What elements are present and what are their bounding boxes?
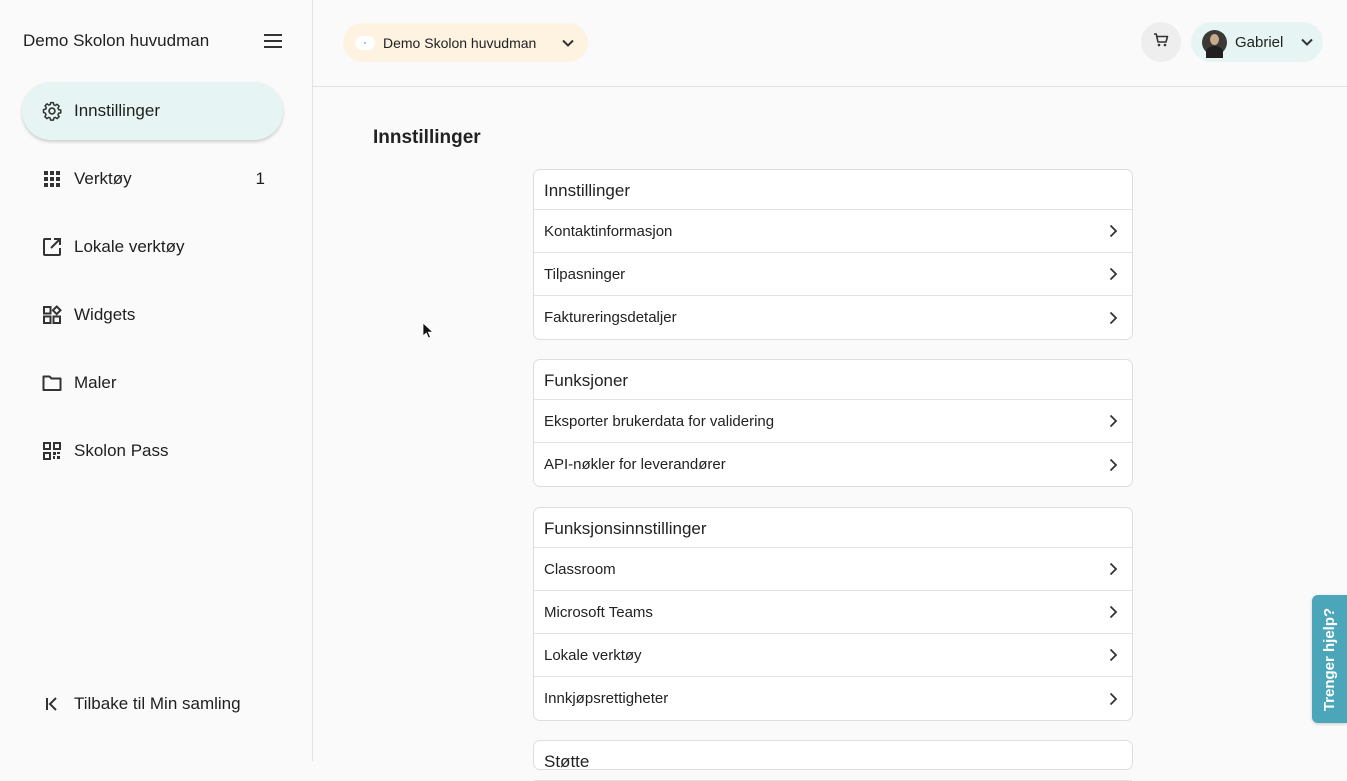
page-title: Innstillinger [373,127,481,148]
list-item[interactable] [534,677,1132,720]
sidebar-nav [22,82,283,490]
chevron-right-icon [1106,605,1120,619]
org-switcher-dropdown[interactable] [343,23,588,62]
avatar [1202,30,1227,55]
topbar [313,0,1347,87]
sidebar [0,0,313,761]
first-page-icon [41,693,63,715]
feature-settings-card [533,507,1133,721]
sidebar-item-lokale-verktoy[interactable] [22,218,283,276]
list-item-label: Eksporter brukerdata for validering [544,412,775,430]
list-item-label: Faktureringsdetaljer [544,309,677,326]
functions-card [533,359,1133,487]
sidebar-item-widgets[interactable] [22,286,283,344]
list-item[interactable] [534,634,1132,677]
list-item[interactable] [534,548,1132,591]
card-title: Støtte [534,741,1132,781]
chevron-right-icon [1106,414,1120,428]
sidebar-item-label: Verktøy [74,169,132,188]
chevron-right-icon [1106,224,1120,238]
list-item-label: Kontaktinformasjon [544,222,673,240]
list-item[interactable] [534,591,1132,634]
hamburger-menu-icon[interactable] [261,29,285,53]
widgets-icon [41,304,63,326]
org-title: Demo Skolon huvudman [23,31,210,50]
card-title: Funksjoner [534,360,1132,400]
qr-code-icon [41,440,63,462]
sidebar-item-count: 1 [255,169,265,188]
list-item[interactable] [534,400,1132,443]
cart-icon [1153,32,1169,53]
sidebar-item-label: Innstillinger [74,101,160,120]
chevron-right-icon [1106,311,1120,325]
list-item[interactable] [534,253,1132,296]
sidebar-item-maler[interactable] [22,354,283,412]
chevron-right-icon [1106,692,1120,706]
chevron-down-icon [562,34,574,52]
sidebar-header [23,30,285,52]
chevron-right-icon [1106,562,1120,576]
user-name: Gabriel [1235,33,1284,51]
chevron-down-icon [1301,33,1313,51]
chevron-right-icon [1106,267,1120,281]
org-logo-icon: ● [355,36,375,50]
sidebar-item-verktoy[interactable] [22,150,283,208]
sidebar-item-label: Skolon Pass [74,441,169,460]
sidebar-item-label: Maler [74,373,117,392]
list-item-label: API-nøkler for leverandører [544,456,726,473]
list-item-label: Classroom [544,560,616,578]
list-item[interactable] [534,210,1132,253]
sidebar-item-skolon-pass[interactable] [22,422,283,480]
list-item[interactable] [534,443,1132,486]
cart-button[interactable] [1141,22,1181,62]
folder-icon [41,372,63,394]
mouse-cursor-icon [422,322,434,340]
help-label: Trenger hjelp? [1321,607,1339,711]
sidebar-item-label: Widgets [74,305,136,324]
list-item[interactable] [534,296,1132,339]
settings-card [533,169,1133,340]
list-item-label: Microsoft Teams [544,603,653,621]
org-switcher-label: Demo Skolon huvudman [383,34,537,51]
card-title: Innstillinger [534,170,1132,210]
help-button[interactable] [1312,595,1347,723]
list-item-label: Innkjøpsrettigheter [544,690,669,707]
apps-grid-icon [41,168,63,190]
back-to-collection-link[interactable] [41,691,241,717]
sidebar-item-label: Lokale verktøy [74,237,185,256]
list-item-label: Tilpasninger [544,265,626,283]
card-title: Funksjonsinnstillinger [534,508,1132,548]
list-item-label: Lokale verktøy [544,646,642,664]
chevron-right-icon [1106,458,1120,472]
back-label: Tilbake til Min samling [74,694,241,713]
support-card [533,740,1133,770]
chevron-right-icon [1106,648,1120,662]
sidebar-item-innstillinger[interactable] [22,82,283,140]
user-menu-button[interactable] [1191,22,1323,62]
external-link-icon [41,236,63,258]
gear-icon [41,100,63,122]
